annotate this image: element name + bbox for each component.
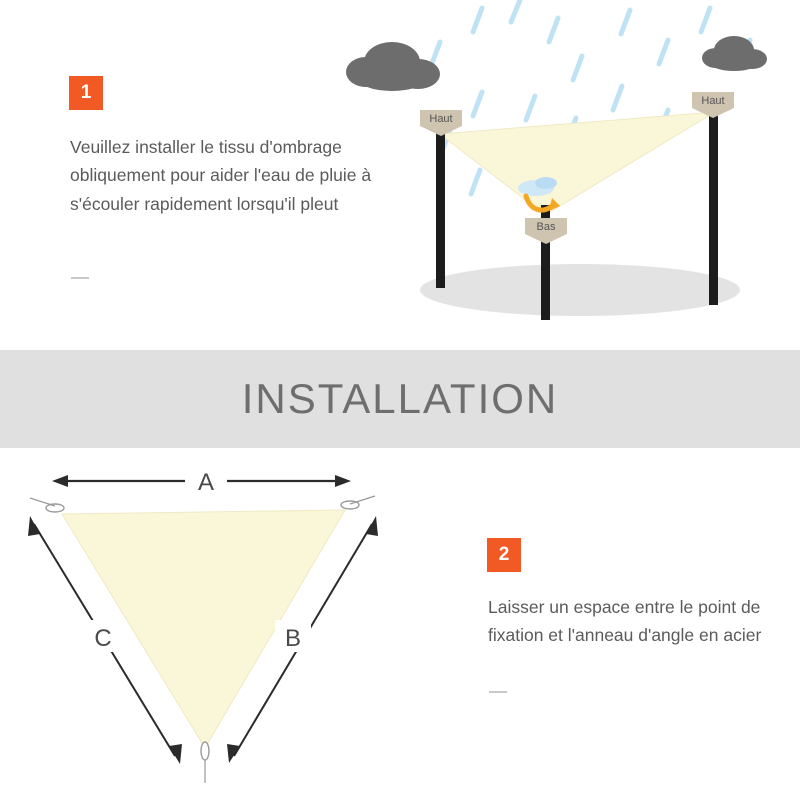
- dimension-arrow-icon: [366, 516, 378, 536]
- dimension-label-c: C: [94, 625, 112, 652]
- step-1-description: Veuillez installer le tissu d'ombrage obliquement pour aider l'eau de pluie à s'écouler rapidement lorsqu'il pleut: [70, 137, 372, 214]
- banner-title: INSTALLATION: [241, 375, 559, 422]
- pole-icon: [709, 100, 718, 305]
- dimension-arrow-icon: [52, 475, 68, 487]
- rain-illustration: [330, 0, 800, 350]
- step-2-badge: [487, 538, 521, 572]
- step-1-divider: [71, 277, 89, 279]
- step-1-number: 1: [80, 82, 92, 103]
- ground-shadow-icon: [420, 264, 740, 316]
- section-step-1: [0, 0, 800, 350]
- cloud-icon: [346, 42, 440, 91]
- dimension-label-a: A: [197, 469, 215, 496]
- rain-illustration-svg: [330, 0, 800, 350]
- step-2-description: Laisser un espace entre le point de fixation et l'anneau d'angle en acier: [488, 597, 762, 646]
- dimension-label-b: B: [284, 625, 302, 652]
- tag-bas-label: Bas: [536, 221, 556, 233]
- pole-icon: [436, 118, 445, 288]
- dimensions-illustration: [0, 448, 420, 800]
- tag-haut-right-label: Haut: [701, 95, 725, 107]
- cloud-icon: [702, 36, 767, 71]
- dimensions-illustration-svg: [0, 448, 420, 800]
- step-2-divider: [489, 691, 507, 693]
- installation-banner: [0, 350, 800, 448]
- dimension-arrow-icon: [227, 744, 240, 763]
- tag-haut-left-label: Haut: [429, 113, 453, 125]
- step-1-badge: [69, 76, 103, 110]
- dimension-arrow-icon: [28, 516, 40, 536]
- dimension-arrow-icon: [335, 475, 351, 487]
- dimension-arrow-icon: [169, 744, 182, 764]
- tag-haut-left: [420, 110, 462, 136]
- tag-bas: [525, 218, 567, 244]
- shade-sail-icon: [440, 112, 715, 215]
- step-2-number: 2: [498, 544, 510, 565]
